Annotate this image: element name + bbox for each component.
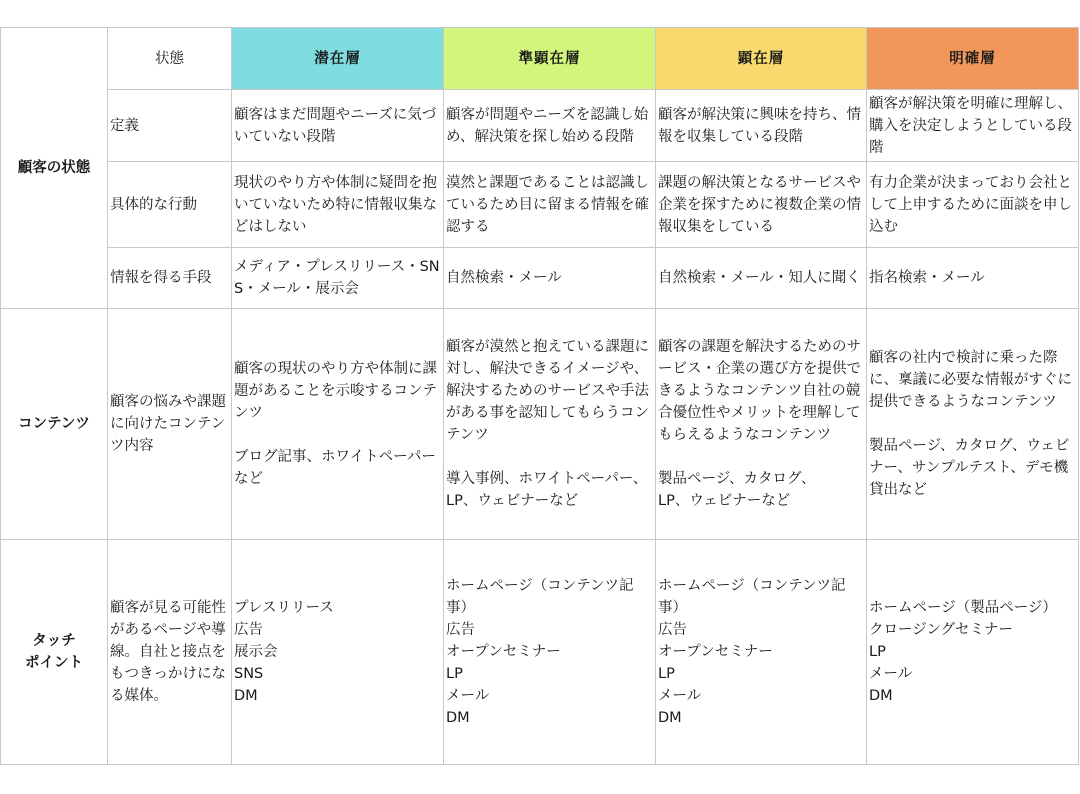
table-cell: 自然検索・メール	[444, 248, 656, 309]
table-cell: 漠然と課題であることは認識しているため目に留まる情報を確認する	[444, 162, 656, 248]
row-label-info-means: 情報を得る手段	[108, 248, 232, 309]
table-row-info-means	[1, 248, 1079, 309]
table-cell: プレスリリース 広告 展示会 SNS DM	[232, 540, 444, 765]
table-row-contents	[1, 309, 1079, 540]
table-cell: 顧客はまだ問題やニーズに気づいていない段階	[232, 90, 444, 162]
group-label-touchpoint: タッチ ポイント	[1, 540, 108, 765]
row-label-touchpoint: 顧客が見る可能性があるページや導線。自社と接点をもつきっかけになる媒体。	[108, 540, 232, 765]
table-cell: 指名検索・メール	[867, 248, 1079, 309]
table-cell: 顧客の社内で検討に乗った際に、稟議に必要な情報がすぐに提供できるようなコンテンツ 製品ページ、カタログ、ウェビナー、サンプルテスト、デモ機貸出など	[867, 309, 1079, 540]
table-cell: 顧客が漠然と抱えている課題に対し、解決できるイメージや、解決するためのサービスや手法がある事を認知してもらうコンテンツ 導入事例、ホワイトペーパー、LP、ウェビナーなど	[444, 309, 656, 540]
table-row-definition	[1, 90, 1079, 162]
header-row	[1, 28, 1079, 90]
layer-header-latent: 潜在層	[232, 28, 444, 90]
table-cell: ホームページ（コンテンツ記事） 広告 オープンセミナー LP メール DM	[444, 540, 656, 765]
table-cell: 有力企業が決まっており会社として上申するために面談を申し込む	[867, 162, 1079, 248]
table-cell: 現状のやり方や体制に疑問を抱いていないため特に情報収集などはしない	[232, 162, 444, 248]
table-cell: 顧客が解決策を明確に理解し、購入を決定しようとしている段階	[867, 90, 1079, 162]
layer-header-definite: 明確層	[867, 28, 1079, 90]
marketing-funnel-table	[0, 27, 1079, 765]
row-label-behavior: 具体的な行動	[108, 162, 232, 248]
group-label-customer-state: 顧客の状態	[1, 28, 108, 309]
row-label-definition: 定義	[108, 90, 232, 162]
table-cell: 顧客の現状のやり方や体制に課題があることを示唆するコンテンツ ブログ記事、ホワイトペーパーなど	[232, 309, 444, 540]
table-cell: ホームページ（コンテンツ記事） 広告 オープンセミナー LP メール DM	[656, 540, 867, 765]
group-label-contents: コンテンツ	[1, 309, 108, 540]
table-cell: ホームページ（製品ページ） クロージングセミナー LP メール DM	[867, 540, 1079, 765]
table-cell: 顧客が解決策に興味を持ち、情報を収集している段階	[656, 90, 867, 162]
layer-header-apparent: 顕在層	[656, 28, 867, 90]
table-cell: 課題の解決策となるサービスや企業を探すために複数企業の情報収集をしている	[656, 162, 867, 248]
table-cell: 顧客が問題やニーズを認識し始め、解決策を探し始める段階	[444, 90, 656, 162]
layer-header-semi-apparent: 準顕在層	[444, 28, 656, 90]
table-cell: メディア・プレスリリース・SNS・メール・展示会	[232, 248, 444, 309]
table-cell: 顧客の課題を解決するためのサービス・企業の選び方を提供できるようなコンテンツ自社の競合優位性やメリットを理解してもらえるようなコンテンツ 製品ページ、カタログ、 LP、ウェビナーなど	[656, 309, 867, 540]
table-row-touchpoint	[1, 540, 1079, 765]
state-header-label: 状態	[108, 28, 232, 90]
table-row-behavior	[1, 162, 1079, 248]
table-cell: 自然検索・メール・知人に聞く	[656, 248, 867, 309]
row-label-contents: 顧客の悩みや課題に向けたコンテンツ内容	[108, 309, 232, 540]
